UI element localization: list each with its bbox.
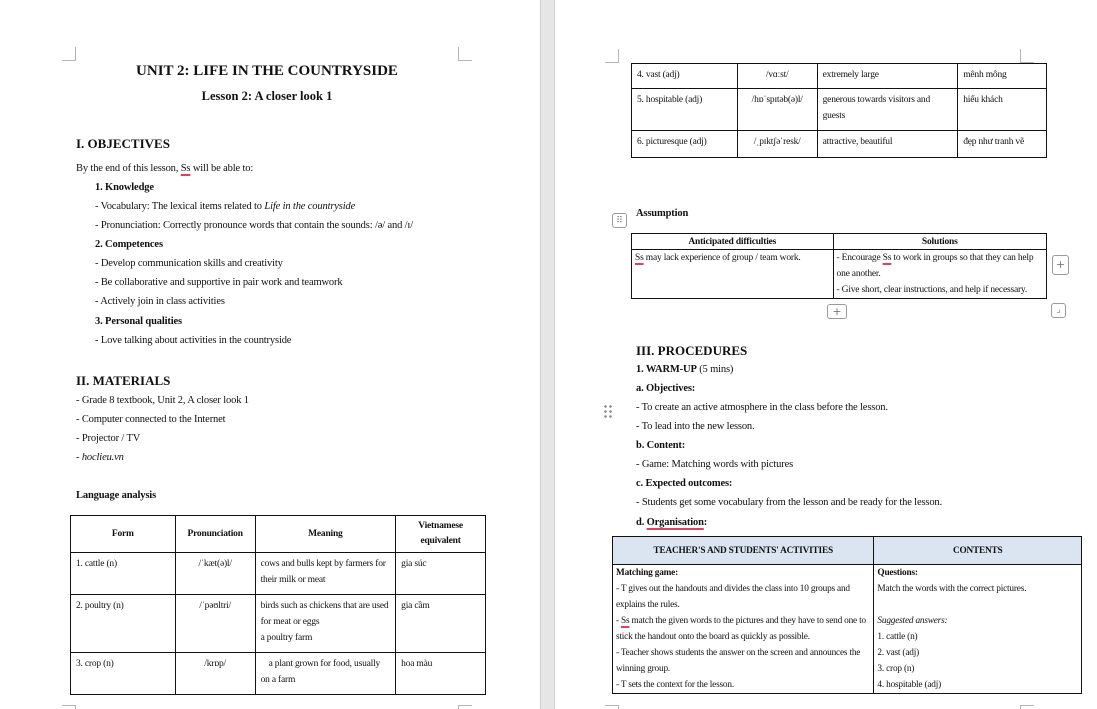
add-row-icon[interactable]: + (827, 304, 847, 319)
cell-solutions: - Encourage Ss to work in groups so that they can help one another. - Give short, clear instructions, and help if necessary. (833, 250, 1046, 299)
table-row (632, 64, 1047, 89)
procedures-heading: III. PROCEDURES (636, 343, 748, 358)
material-item: - Projector / TV (76, 433, 141, 444)
cell-form: 2. poultry (n) (71, 595, 176, 653)
crop-mark-bottom-left (62, 705, 76, 709)
crop-mark-top-right (458, 47, 472, 61)
competence-item: - Develop communication skills and creativity (95, 258, 283, 269)
crop-mark-bottom-right (458, 705, 472, 709)
cell-pronunciation: /ˌpɪktʃəˈresk/ (737, 131, 817, 158)
cell-contents: Questions: Match the words with the correct pictures. Suggested answers: 1. cattle (n) 2. vast (adj) 3. crop (n) 4. hospitable (adj) (874, 565, 1082, 694)
header-meaning: Meaning (255, 516, 396, 553)
header-contents: CONTENTS (874, 537, 1082, 565)
header-vietnamese: Vietnamese equivalent (396, 516, 486, 553)
lesson-subtitle: Lesson 2: A closer look 1 (201, 89, 333, 103)
drag-handle-icon[interactable] (603, 404, 613, 420)
vocabulary-table-continued (631, 63, 1047, 158)
header-pronunciation: Pronunciation (175, 516, 255, 553)
language-analysis-heading: Language analysis (76, 490, 157, 501)
table-row (71, 553, 486, 595)
header-activities: TEACHER'S AND STUDENTS' ACTIVITIES (613, 537, 874, 565)
personal-qualities-heading: 3. Personal qualities (95, 316, 182, 327)
header-form: Form (71, 516, 176, 553)
quality-item: - Love talking about activities in the countryside (95, 335, 292, 346)
cell-vietnamese: mênh mông (958, 64, 1047, 89)
crop-mark-top-right (1020, 49, 1034, 63)
cell-meaning: cows and bulls kept by farmers for their milk or meat (255, 553, 396, 595)
cell-form: 1. cattle (n) (71, 553, 176, 595)
table-row (71, 595, 486, 653)
objective-line: - To lead into the new lesson. (636, 421, 755, 432)
cell-form: 4. vast (adj) (632, 64, 738, 89)
table-row (632, 250, 1047, 299)
page-gutter (540, 0, 555, 709)
cell-meaning: birds such as chickens that are used for meat or eggs a poultry farm (255, 595, 396, 653)
cell-pronunciation: /hɒˈspɪtəb(ə)l/ (737, 89, 817, 131)
language-analysis-table (70, 515, 486, 695)
spelling-flag[interactable]: Ss (882, 253, 892, 263)
knowledge-heading: 1. Knowledge (95, 182, 154, 193)
cell-vietnamese: gia súc (396, 553, 486, 595)
document-page-left (0, 0, 540, 709)
cell-pronunciation: /vɑːst/ (737, 64, 817, 89)
table-row (613, 565, 1082, 694)
cell-form: 3. crop (n) (71, 653, 176, 695)
spelling-flag[interactable]: Organisation (646, 517, 704, 528)
spelling-flag[interactable]: Ss (621, 616, 630, 626)
add-column-icon[interactable]: + (1052, 255, 1069, 275)
cell-meaning: generous towards visitors and guests (817, 89, 958, 131)
cell-vietnamese: hoa màu (396, 653, 486, 695)
material-item-link: - hoclieu.vn (76, 452, 124, 463)
table-row (632, 131, 1047, 158)
competence-item: - Actively join in class activities (95, 296, 225, 307)
competences-heading: 2. Competences (95, 239, 163, 250)
cell-vietnamese: gia cầm (396, 595, 486, 653)
materials-heading: II. MATERIALS (76, 373, 171, 388)
organisation-subheading: d. Organisation: (636, 517, 708, 528)
cell-form: 5. hospitable (adj) (632, 89, 738, 131)
cell-vietnamese: đẹp như tranh vẽ (958, 131, 1047, 158)
activities-table (612, 536, 1082, 694)
cell-vietnamese: hiếu khách (958, 89, 1047, 131)
crop-mark-top-left (605, 49, 619, 63)
document-page-right (555, 0, 1097, 709)
objectives-intro: By the end of this lesson, Ss will be able to: (76, 163, 254, 174)
table-header-row (632, 234, 1047, 250)
spelling-flag[interactable]: Ss (180, 163, 191, 174)
objective-line: - To create an active atmosphere in the class before the lesson. (636, 402, 888, 413)
table-row (71, 653, 486, 695)
crop-mark-bottom-left (605, 705, 619, 709)
table-header-row (71, 516, 486, 553)
vocabulary-objective: - Vocabulary: The lexical items related to Life in the countryside (95, 201, 356, 212)
crop-mark-top-left (62, 47, 76, 61)
cell-form: 6. picturesque (adj) (632, 131, 738, 158)
cell-pronunciation: /ˈkæt(ə)l/ (175, 553, 255, 595)
content-line: - Game: Matching words with pictures (636, 459, 794, 470)
table-move-handle-icon[interactable]: ⠿ (612, 213, 627, 228)
table-resize-icon[interactable]: ⌟ (1051, 303, 1066, 318)
cell-pronunciation: /krɒp/ (175, 653, 255, 695)
material-item: - Computer connected to the Internet (76, 414, 226, 425)
cell-meaning: attractive, beautiful (817, 131, 958, 158)
header-solutions: Solutions (833, 234, 1046, 250)
cell-meaning: a plant grown for food, usually on a farm (255, 653, 396, 695)
cell-activities: Matching game: - T gives out the handouts and divides the class into 10 groups and explains the rules. - Ss match the given words to the pictures and they have to send one to stick the handout onto the board as quickly as possible. - Teacher shows students the answer on the screen and announces the winning group. - T sets the context for the lesson. (613, 565, 874, 694)
crop-mark-bottom-right (1020, 705, 1034, 709)
header-difficulties: Anticipated difficulties (632, 234, 834, 250)
spelling-flag[interactable]: Ss (635, 253, 644, 263)
cell-difficulty: Ss may lack experience of group / team work. (632, 250, 834, 299)
objectives-subheading: a. Objectives: (636, 383, 696, 394)
competence-item: - Be collaborative and supportive in pair work and teamwork (95, 277, 343, 288)
content-subheading: b. Content: (636, 440, 686, 451)
outcomes-subheading: c. Expected outcomes: (636, 478, 733, 489)
outcomes-line: - Students get some vocabulary from the lesson and be ready for the lesson. (636, 497, 943, 508)
table-row (632, 89, 1047, 131)
page-title: UNIT 2: LIFE IN THE COUNTRYSIDE (136, 63, 398, 79)
pronunciation-objective: - Pronunciation: Correctly pronounce words that contain the sounds: /ə/ and /ɪ/ (95, 220, 413, 231)
objectives-heading: I. OBJECTIVES (76, 136, 170, 151)
assumption-table (631, 233, 1047, 299)
assumption-heading: Assumption (636, 208, 689, 219)
cell-pronunciation: /ˈpəʊltri/ (175, 595, 255, 653)
table-header-row (613, 537, 1082, 565)
material-item: - Grade 8 textbook, Unit 2, A closer look 1 (76, 395, 249, 406)
cell-meaning: extremely large (817, 64, 958, 89)
warmup-heading: 1. WARM-UP (5 mins) (636, 364, 734, 375)
